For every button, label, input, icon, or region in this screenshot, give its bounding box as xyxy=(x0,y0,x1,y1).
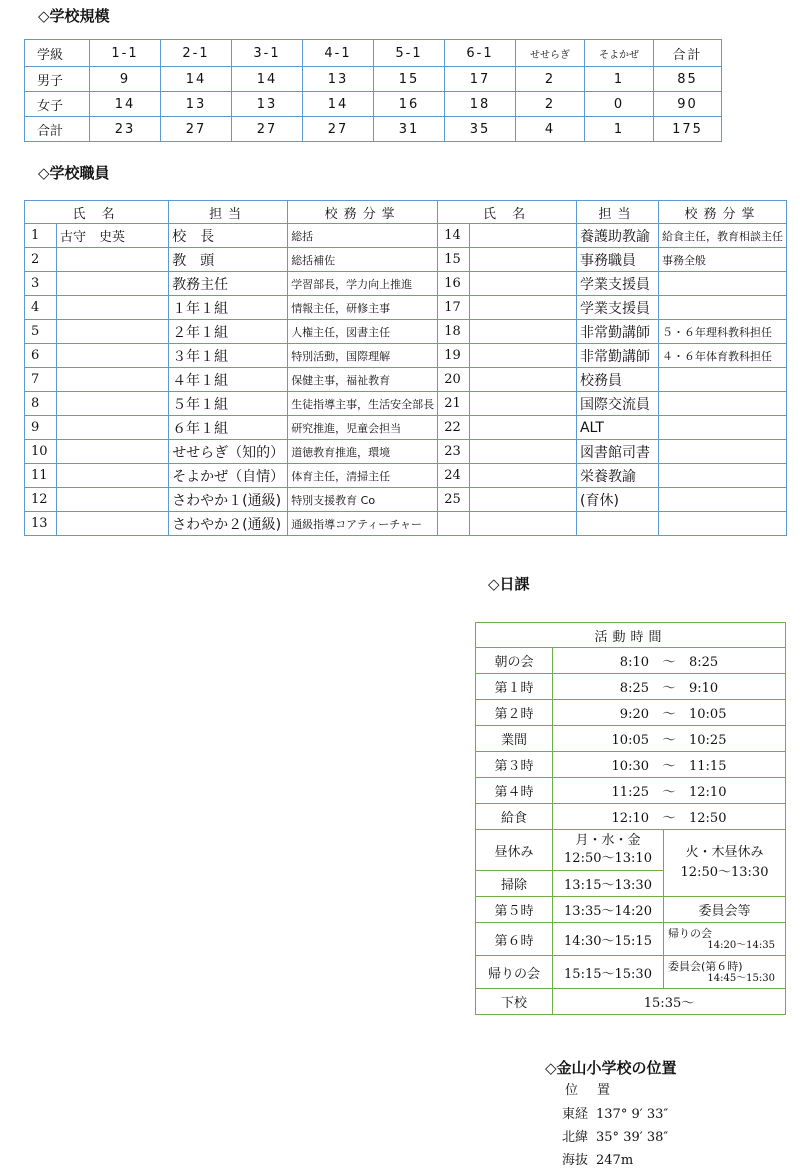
empty-cell xyxy=(470,512,577,536)
time-end: 10:05 xyxy=(689,707,727,722)
header-cell: 校務分掌 xyxy=(658,201,786,224)
table-row xyxy=(25,272,787,296)
staff-number: 9 xyxy=(25,416,57,440)
time-sep: ～ xyxy=(662,655,676,670)
table-cell: 27 xyxy=(303,117,374,142)
empty-cell xyxy=(576,512,658,536)
table-cell: 13 xyxy=(232,92,303,117)
table-cell: 委員会等 xyxy=(664,897,786,923)
table-cell: 1 xyxy=(585,117,654,142)
staff-duty: 教 頭 xyxy=(169,248,288,272)
table-cell: 9 xyxy=(90,67,161,92)
header-cell: そよかぜ xyxy=(585,40,654,67)
staff-number: 21 xyxy=(438,392,470,416)
row-label: 女子 xyxy=(25,92,90,117)
table-cell: 14 xyxy=(303,92,374,117)
staff-role: 人権主任，図書主任 xyxy=(288,320,438,344)
table-cell xyxy=(664,830,786,897)
staff-name xyxy=(470,320,577,344)
staff-role: 生徒指導主事，生活安全部長 xyxy=(288,392,438,416)
staff-name xyxy=(470,416,577,440)
table-cell: 27 xyxy=(232,117,303,142)
staff-name: 古守 史英 xyxy=(57,224,169,248)
time-start: 10:30 xyxy=(611,759,649,774)
staff-number: 2 xyxy=(25,248,57,272)
staff-name xyxy=(57,464,169,488)
table-cell: 13 xyxy=(303,67,374,92)
empty-cell xyxy=(438,512,470,536)
staff-role xyxy=(658,392,786,416)
alt-note-label: 帰りの会 xyxy=(668,926,712,940)
staff-name xyxy=(470,296,577,320)
time-end: 12:50 xyxy=(689,811,727,826)
staff-name xyxy=(470,224,577,248)
staff-duty: せせらぎ（知的） xyxy=(169,440,288,464)
table-row xyxy=(25,248,787,272)
row-label: 第４時 xyxy=(476,778,553,804)
staff-number: 13 xyxy=(25,512,57,536)
header-cell: 活動時間 xyxy=(476,623,786,648)
lunch-days: 月・水・金 xyxy=(575,833,641,848)
time-start: 8:10 xyxy=(619,655,649,670)
staff-role: 体育主任，清掃主任 xyxy=(288,464,438,488)
staff-number: 16 xyxy=(438,272,470,296)
table-header-row xyxy=(476,623,786,648)
altitude-value: 247m xyxy=(596,1153,634,1168)
table-row xyxy=(25,320,787,344)
staff-role: 研究推進，児童会担当 xyxy=(288,416,438,440)
row-label: 第５時 xyxy=(476,897,553,923)
staff-duty: 校務員 xyxy=(576,368,658,392)
header-cell: 氏 名 xyxy=(25,201,169,224)
table-row xyxy=(25,416,787,440)
table-cell xyxy=(664,956,786,989)
header-cell: 5-1 xyxy=(374,40,445,67)
time-end: 12:10 xyxy=(689,785,727,800)
staff-number: 6 xyxy=(25,344,57,368)
staff-role xyxy=(658,440,786,464)
table-cell: 14 xyxy=(161,67,232,92)
table-row xyxy=(476,989,786,1015)
staff-role xyxy=(658,416,786,440)
table-row xyxy=(25,117,722,142)
latitude-value: 35° 39′ 38″ xyxy=(596,1130,669,1145)
table-row xyxy=(476,830,786,871)
time-start: 11:25 xyxy=(611,785,649,800)
staff-title: ◇学校職員 xyxy=(38,164,110,182)
table-cell: 13 xyxy=(161,92,232,117)
schedule-title: ◇日課 xyxy=(488,575,530,593)
staff-table xyxy=(24,200,787,536)
table-cell: 14:30～15:15 xyxy=(553,923,664,956)
staff-number: 23 xyxy=(438,440,470,464)
staff-name xyxy=(470,272,577,296)
staff-name xyxy=(57,440,169,464)
header-cell: 2-1 xyxy=(161,40,232,67)
staff-number: 18 xyxy=(438,320,470,344)
staff-duty: ALT xyxy=(576,416,658,440)
table-cell: 0 xyxy=(585,92,654,117)
table-row xyxy=(476,897,786,923)
staff-role: 学習部長，学力向上推進 xyxy=(288,272,438,296)
staff-number: 22 xyxy=(438,416,470,440)
table-row xyxy=(476,956,786,989)
staff-role xyxy=(658,368,786,392)
row-label: 第１時 xyxy=(476,674,553,700)
staff-duty: 養護助教諭 xyxy=(576,224,658,248)
staff-duty: 事務職員 xyxy=(576,248,658,272)
table-row xyxy=(25,224,787,248)
table-row xyxy=(476,778,786,804)
table-cell: 31 xyxy=(374,117,445,142)
table-cell: 15 xyxy=(374,67,445,92)
staff-name xyxy=(57,416,169,440)
staff-duty: 学業支援員 xyxy=(576,296,658,320)
table-row xyxy=(25,512,787,536)
table-cell: 4 xyxy=(516,117,585,142)
time-sep: ～ xyxy=(662,707,676,722)
staff-role xyxy=(658,488,786,512)
alt-note-time: 14:45～15:30 xyxy=(707,972,775,984)
table-row xyxy=(25,440,787,464)
staff-duty: (育休) xyxy=(576,488,658,512)
staff-number: 8 xyxy=(25,392,57,416)
time-range xyxy=(553,700,786,726)
latitude-row xyxy=(562,1129,668,1147)
alt-note-label: 委員会(第６時) xyxy=(668,959,743,973)
staff-name xyxy=(57,344,169,368)
staff-number: 5 xyxy=(25,320,57,344)
staff-role: 事務全般 xyxy=(658,248,786,272)
staff-name xyxy=(57,272,169,296)
table-row xyxy=(25,392,787,416)
header-cell: 3-1 xyxy=(232,40,303,67)
time-sep: ～ xyxy=(662,759,676,774)
staff-number: 1 xyxy=(25,224,57,248)
table-row xyxy=(476,726,786,752)
table-cell: 2 xyxy=(516,92,585,117)
table-row xyxy=(476,700,786,726)
staff-duty: ２年１組 xyxy=(169,320,288,344)
staff-role: 総括補佐 xyxy=(288,248,438,272)
staff-name xyxy=(57,488,169,512)
staff-role: ４・６年体育教科担任 xyxy=(658,344,786,368)
staff-duty: 学業支援員 xyxy=(576,272,658,296)
time-start: 12:10 xyxy=(611,811,649,826)
time-range xyxy=(553,752,786,778)
staff-number: 24 xyxy=(438,464,470,488)
staff-name xyxy=(57,320,169,344)
table-row xyxy=(476,752,786,778)
table-header-row xyxy=(25,201,787,224)
table-cell: 14 xyxy=(90,92,161,117)
staff-name xyxy=(470,368,577,392)
staff-name xyxy=(57,368,169,392)
row-label: 男子 xyxy=(25,67,90,92)
staff-name xyxy=(470,392,577,416)
table-cell: 1 xyxy=(585,67,654,92)
staff-duty: さわやか１(通級) xyxy=(169,488,288,512)
table-cell: 23 xyxy=(90,117,161,142)
staff-role xyxy=(658,464,786,488)
longitude-label: 東経 xyxy=(562,1107,589,1122)
staff-duty: そよかぜ（自情） xyxy=(169,464,288,488)
row-label: 下校 xyxy=(476,989,553,1015)
staff-name xyxy=(57,248,169,272)
staff-role: 情報主任，研修主事 xyxy=(288,296,438,320)
table-cell: 14 xyxy=(232,67,303,92)
table-cell xyxy=(553,830,664,871)
table-row xyxy=(476,648,786,674)
staff-number: 7 xyxy=(25,368,57,392)
staff-role: 特別活動，国際理解 xyxy=(288,344,438,368)
staff-role: 保健主事，福祉教育 xyxy=(288,368,438,392)
table-cell xyxy=(664,923,786,956)
table-header-row xyxy=(25,40,722,67)
staff-number: 25 xyxy=(438,488,470,512)
staff-number: 3 xyxy=(25,272,57,296)
staff-number: 10 xyxy=(25,440,57,464)
table-row xyxy=(25,488,787,512)
header-cell: 担当 xyxy=(576,201,658,224)
time-range xyxy=(553,778,786,804)
time-end: 10:25 xyxy=(689,733,727,748)
time-end: 11:15 xyxy=(689,759,727,774)
table-cell: 13:15～13:30 xyxy=(553,871,664,897)
header-cell: 学級 xyxy=(25,40,90,67)
table-cell: 85 xyxy=(654,67,722,92)
empty-cell xyxy=(658,512,786,536)
time-range xyxy=(553,648,786,674)
staff-name xyxy=(470,344,577,368)
staff-number: 4 xyxy=(25,296,57,320)
alt-lunch-time: 12:50～13:30 xyxy=(680,865,769,880)
header-cell: せせらぎ xyxy=(516,40,585,67)
staff-number: 19 xyxy=(438,344,470,368)
staff-name xyxy=(470,488,577,512)
time-sep: ～ xyxy=(662,785,676,800)
table-cell: 15:15～15:30 xyxy=(553,956,664,989)
row-label: 朝の会 xyxy=(476,648,553,674)
staff-name xyxy=(470,464,577,488)
staff-name xyxy=(470,248,577,272)
staff-duty: 非常勤講師 xyxy=(576,320,658,344)
staff-number: 20 xyxy=(438,368,470,392)
table-cell: 35 xyxy=(445,117,516,142)
header-cell: 担当 xyxy=(169,201,288,224)
staff-duty: 国際交流員 xyxy=(576,392,658,416)
staff-duty: 教務主任 xyxy=(169,272,288,296)
time-end: 9:10 xyxy=(689,681,719,696)
header-cell: 校務分掌 xyxy=(288,201,438,224)
time-sep: ～ xyxy=(662,733,676,748)
time-range xyxy=(553,674,786,700)
staff-number: 15 xyxy=(438,248,470,272)
table-cell: 16 xyxy=(374,92,445,117)
table-row xyxy=(476,674,786,700)
location-subtitle: 位 置 xyxy=(565,1083,614,1098)
table-cell: 2 xyxy=(516,67,585,92)
staff-role xyxy=(658,296,786,320)
row-label: 帰りの会 xyxy=(476,956,553,989)
staff-role xyxy=(658,272,786,296)
time-start: 10:05 xyxy=(611,733,649,748)
table-row xyxy=(476,804,786,830)
staff-role: 道徳教育推進，環境 xyxy=(288,440,438,464)
staff-duty: 非常勤講師 xyxy=(576,344,658,368)
table-cell: 175 xyxy=(654,117,722,142)
row-label: 業間 xyxy=(476,726,553,752)
staff-name xyxy=(57,296,169,320)
table-row xyxy=(476,923,786,956)
staff-name xyxy=(57,392,169,416)
lunch-time: 12:50～13:10 xyxy=(564,851,652,866)
staff-duty: 図書館司書 xyxy=(576,440,658,464)
longitude-row xyxy=(562,1106,668,1124)
staff-role: 通級指導コアティーチャー xyxy=(288,512,438,536)
table-cell: 17 xyxy=(445,67,516,92)
table-row xyxy=(25,67,722,92)
staff-duty: １年１組 xyxy=(169,296,288,320)
staff-name xyxy=(57,512,169,536)
row-label: 給食 xyxy=(476,804,553,830)
alt-note-time: 14:20～14:35 xyxy=(707,939,775,951)
table-row xyxy=(25,464,787,488)
table-cell: 18 xyxy=(445,92,516,117)
table-row xyxy=(25,92,722,117)
table-row xyxy=(25,344,787,368)
staff-role: ５・６年理科教科担任 xyxy=(658,320,786,344)
alt-lunch-days: 火・木昼休み xyxy=(685,845,764,860)
schedule-table xyxy=(475,622,786,1015)
staff-name xyxy=(470,440,577,464)
staff-number: 12 xyxy=(25,488,57,512)
table-row xyxy=(25,296,787,320)
table-row xyxy=(25,368,787,392)
row-label: 第６時 xyxy=(476,923,553,956)
staff-duty: ５年１組 xyxy=(169,392,288,416)
school-size-title: ◇学校規模 xyxy=(38,7,110,25)
staff-number: 14 xyxy=(438,224,470,248)
table-cell: 13:35～14:20 xyxy=(553,897,664,923)
header-cell: 合計 xyxy=(654,40,722,67)
staff-duty: 校 長 xyxy=(169,224,288,248)
staff-duty: ６年１組 xyxy=(169,416,288,440)
staff-role: 給食主任，教育相談主任 xyxy=(658,224,786,248)
staff-number: 11 xyxy=(25,464,57,488)
staff-number: 17 xyxy=(438,296,470,320)
time-end: 8:25 xyxy=(689,655,719,670)
time-sep: ～ xyxy=(662,681,676,696)
time-start: 9:20 xyxy=(619,707,649,722)
staff-duty: さわやか２(通級) xyxy=(169,512,288,536)
row-label: 掃除 xyxy=(476,871,553,897)
header-cell: 1-1 xyxy=(90,40,161,67)
time-range xyxy=(553,804,786,830)
header-cell: 4-1 xyxy=(303,40,374,67)
time-sep: ～ xyxy=(662,811,676,826)
staff-duty: ４年１組 xyxy=(169,368,288,392)
table-cell: 90 xyxy=(654,92,722,117)
staff-duty: 栄養教諭 xyxy=(576,464,658,488)
location-title: ◇金山小学校の位置 xyxy=(545,1059,677,1077)
row-label: 第２時 xyxy=(476,700,553,726)
header-cell: 氏 名 xyxy=(438,201,577,224)
table-cell: 27 xyxy=(161,117,232,142)
altitude-label: 海抜 xyxy=(562,1153,589,1168)
staff-duty: ３年１組 xyxy=(169,344,288,368)
longitude-value: 137° 9′ 33″ xyxy=(596,1107,669,1122)
time-range xyxy=(553,726,786,752)
table-cell: 15:35～ xyxy=(553,989,786,1015)
row-label: 昼休み xyxy=(476,830,553,871)
altitude-row xyxy=(562,1152,633,1170)
latitude-label: 北緯 xyxy=(562,1130,589,1145)
time-start: 8:25 xyxy=(619,681,649,696)
staff-role: 特別支援教育 Co xyxy=(288,488,438,512)
row-label: 合計 xyxy=(25,117,90,142)
header-cell: 6-1 xyxy=(445,40,516,67)
staff-role: 総括 xyxy=(288,224,438,248)
row-label: 第３時 xyxy=(476,752,553,778)
school-size-table xyxy=(24,39,722,142)
